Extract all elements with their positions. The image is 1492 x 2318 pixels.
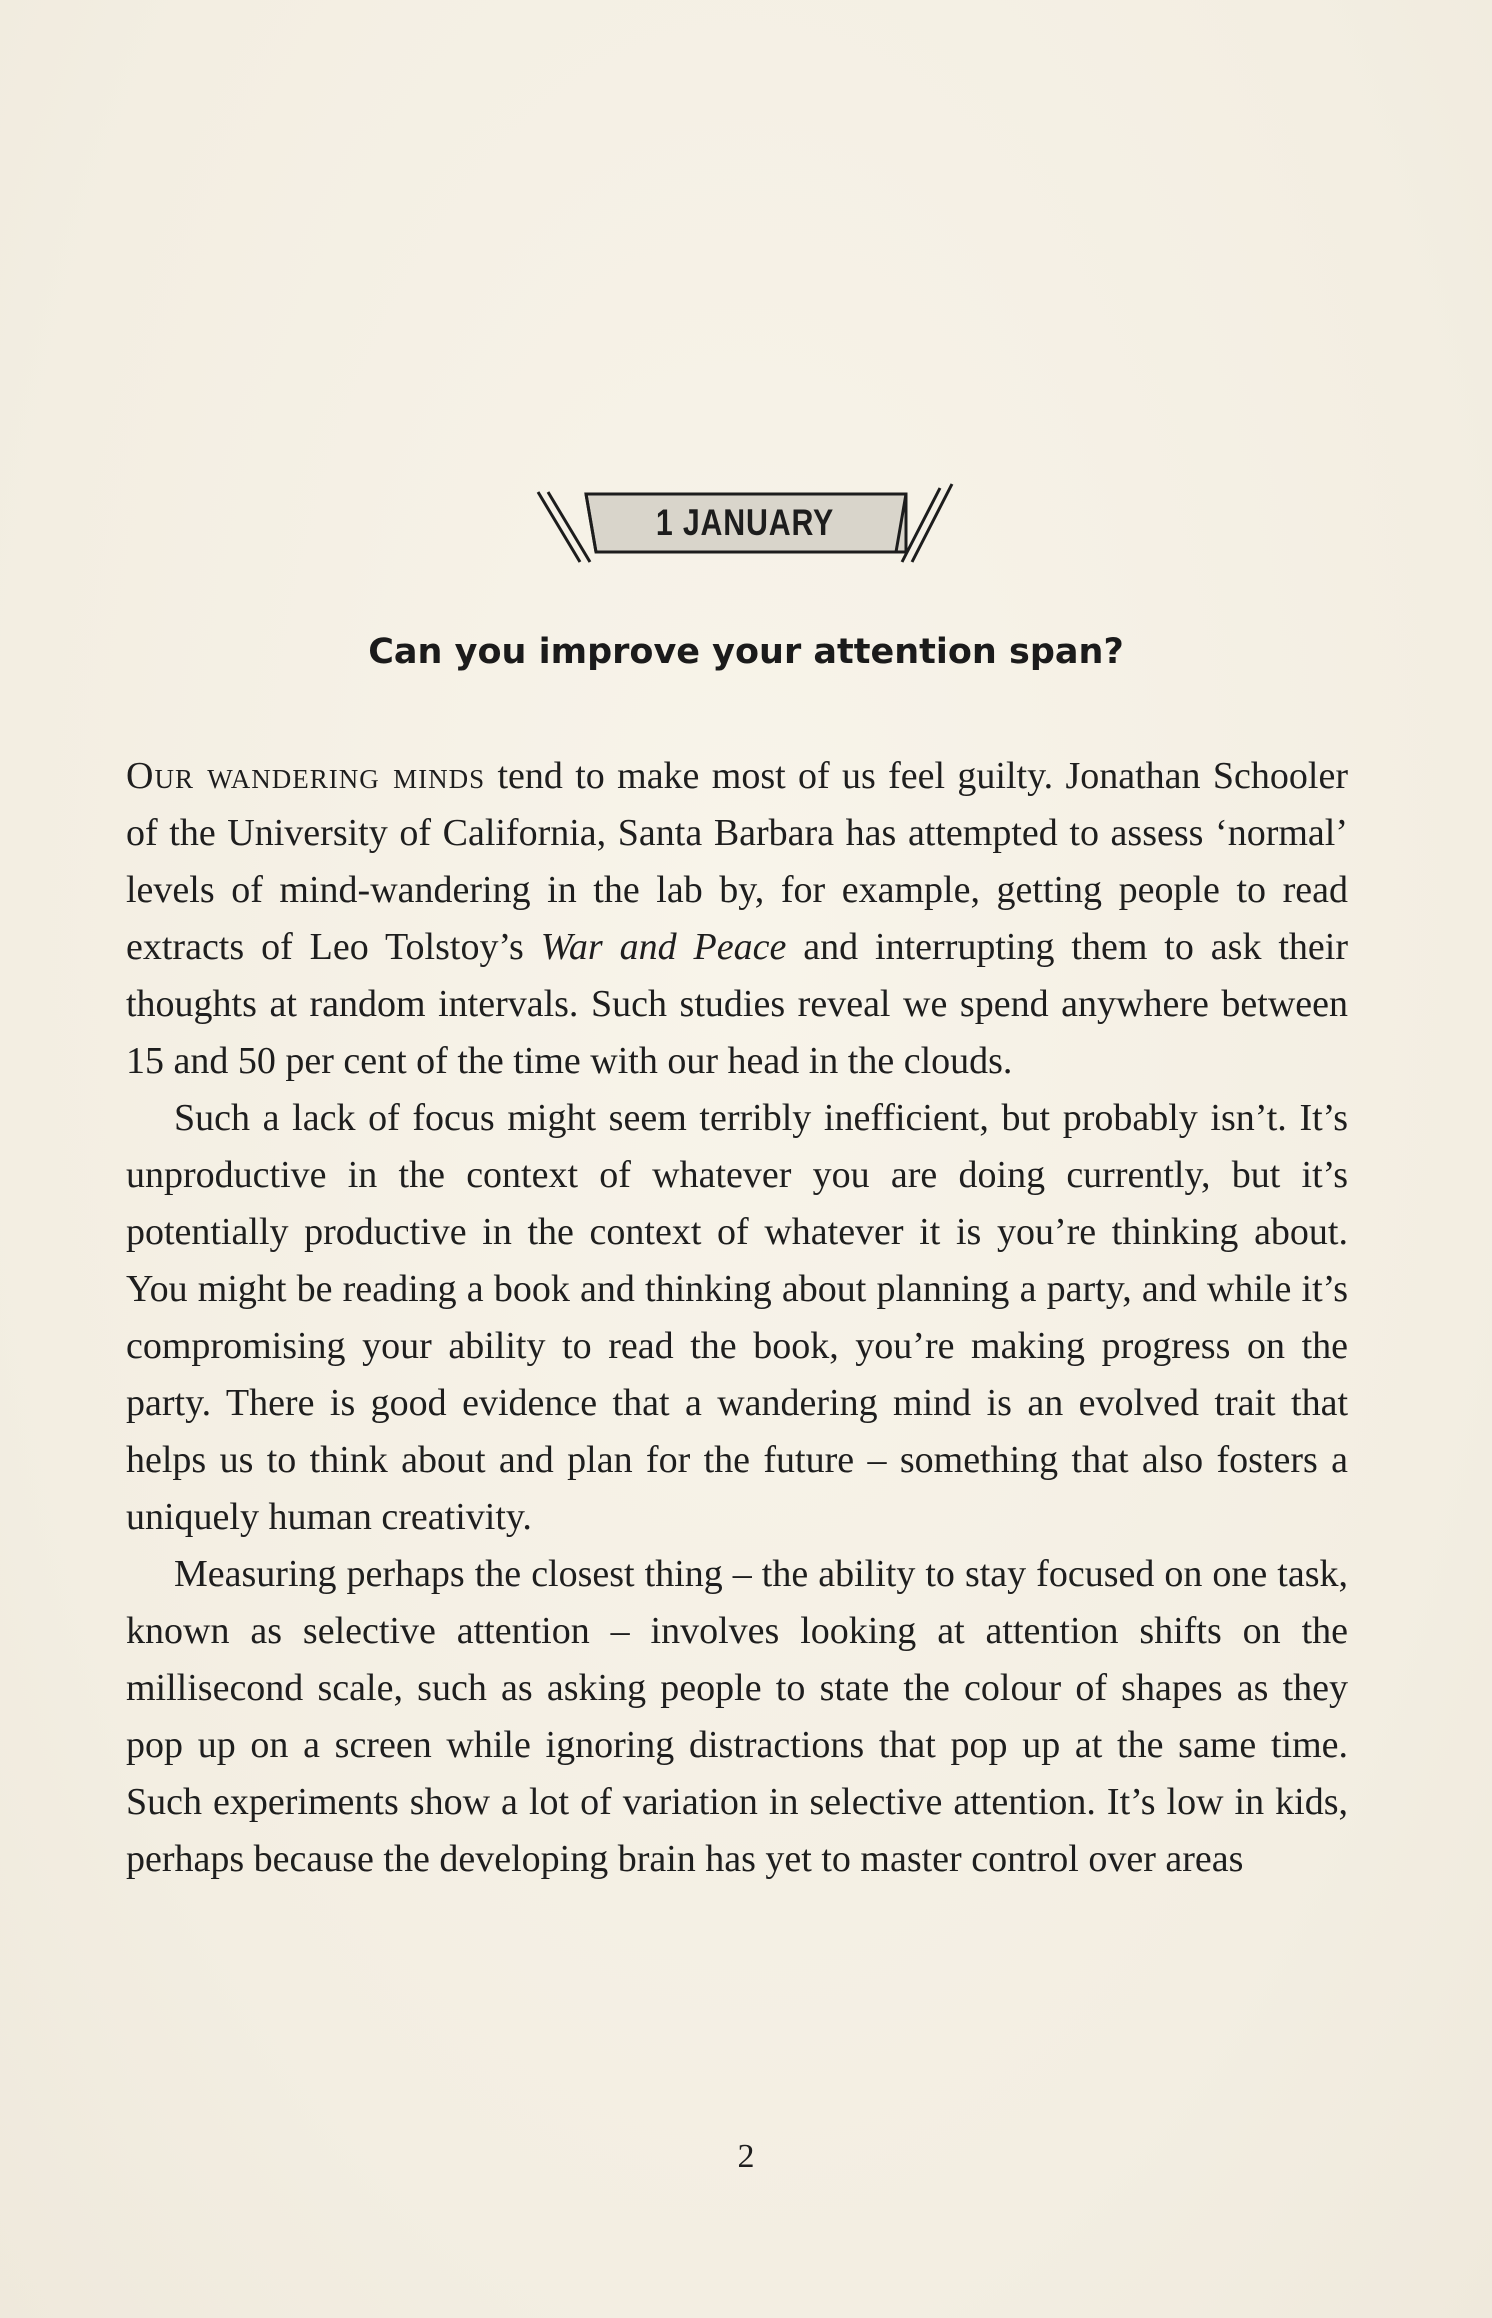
- book-title: War and Peace: [540, 926, 787, 968]
- page-number: 2: [737, 2138, 755, 2175]
- paragraph-3: Measuring perhaps the closest thing – the ability to stay focused on one task, known as selective attention – involves looking at attention shifts on the millisecond scale, such as asking people to state the colour of shapes as they pop up on a screen while ignoring distractions that pop up at the same time. Such experiments show a lot of variation in selective attention. It’s low in kids, perhaps because the developing brain has yet to master control over areas: [126, 1553, 1348, 1880]
- paragraph-2: Such a lack of focus might seem terribly inefficient, but probably isn’t. It’s unproductive in the context of whatever you are doing currently, but it’s potentially productive in the context of whatever it is you’re thinking about. You might be reading a book and thinking about planning a party, and while it’s compromising your ability to read the book, you’re making progress on the party. There is good evidence that a wandering mind is an evolved trait that helps us to think about and plan for the future – something that also fosters a uniquely human creativity.: [126, 1097, 1348, 1538]
- date-label: 1 JANUARY: [655, 502, 835, 543]
- date-banner: [534, 470, 958, 570]
- paragraph-1: [126, 748, 1348, 1090]
- body-text: [126, 748, 1348, 1888]
- paragraph-1-text-a: tend to make most of us feel guilty. Jonathan Schooler of the University of California, Santa Barbara has attempted to assess ‘normal’ levels of mind-wandering in the lab by, for example, getting people to read extracts of Leo Tolstoy’s: [126, 755, 1348, 968]
- paragraph-1-text-b: and interrupting them to ask their thoughts at random intervals. Such studies reveal we spend anywhere between 15 and 50 per cent of the time with our head in the clouds.: [126, 926, 1348, 1082]
- paragraph-1-lead: Our wandering minds: [126, 755, 486, 797]
- page-heading: Can you improve your attention span?: [368, 632, 1124, 672]
